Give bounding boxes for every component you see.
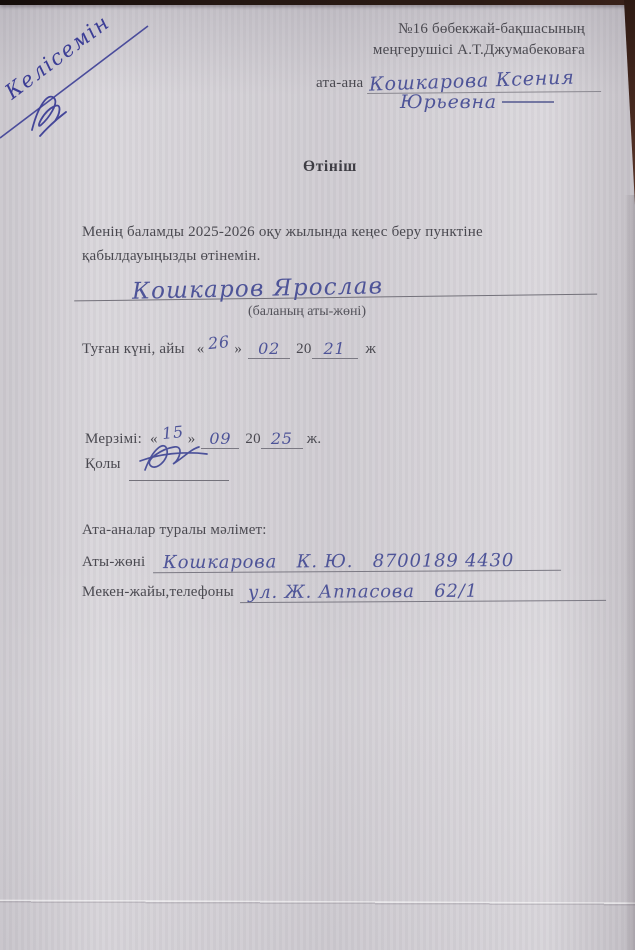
date-month-handwritten: 09 (209, 429, 232, 448)
date-suffix: ж. (306, 431, 322, 447)
applicant-line-2 (400, 91, 554, 113)
birth-year-handwritten: 21 (323, 339, 346, 358)
parent-info-address-handwritten: ул. Ж. Аппасова 62/1 (247, 580, 478, 604)
date-day-handwritten: 15 (160, 421, 185, 444)
addressee-line-1: №16 бөбекжай-бақшасының (398, 21, 585, 37)
parent-info-name-underline (153, 549, 561, 573)
date-year-prefix: 20 (245, 431, 261, 447)
addressee-line-2: меңгерушісі А.Т.Джумабековаға (372, 42, 585, 58)
photo-edge-top (0, 0, 635, 5)
child-name-handwritten: Кошкаров Ярослав (131, 273, 384, 305)
date-label: Мерзімі: (85, 431, 143, 447)
birth-year-underline (312, 338, 358, 359)
parent-info-name-handwritten: Кошкарова К. Ю. 8700189 4430 (163, 550, 515, 574)
handwriting-tail-stroke (502, 101, 554, 103)
signature-label: Қолы (85, 456, 121, 472)
signature-line (85, 456, 229, 481)
approval-text: Келісемін (0, 9, 115, 104)
signature-underline (129, 456, 229, 481)
open-quote: « (196, 341, 205, 357)
request-text-line1: Менің баламды 2025-2026 оқу жылында кеңес беру пунктіне (82, 224, 483, 240)
birth-date-line (82, 331, 377, 359)
birth-month-underline (248, 338, 290, 359)
birth-day-handwritten: 26 (207, 331, 232, 354)
signature-scribble (135, 436, 217, 480)
approval-signature-scribble (32, 97, 66, 136)
parent-name-handwritten: Кошкарова Ксения (369, 66, 576, 96)
child-name-caption: (баланың аты-жөні) (248, 304, 366, 319)
addressee-block (373, 19, 585, 61)
open-quote: « (150, 431, 158, 447)
parent-info-address-label: Мекен-жайы,телефоны (82, 584, 234, 600)
birth-month-handwritten: 02 (258, 339, 281, 358)
fold-crease (0, 900, 635, 907)
birth-date-suffix: ж (365, 341, 377, 357)
child-name-underline (74, 264, 597, 305)
paper-edge-shadow (624, 195, 635, 950)
parent-patronymic-handwritten: Юрьевна (400, 91, 497, 113)
parent-info-name-line (82, 550, 561, 572)
parents-section-heading: Ата-аналар туралы мәлімет: (82, 522, 267, 538)
date-year-underline (261, 428, 303, 449)
date-year-handwritten: 25 (270, 429, 293, 448)
close-quote: » (234, 341, 243, 357)
applicant-line (316, 66, 601, 96)
birth-date-label: Туған күні, айы (82, 341, 185, 357)
approval-note (0, 6, 174, 154)
parent-info-name-label: Аты-жөні (82, 554, 146, 570)
parent-info-address-underline (240, 579, 606, 603)
close-quote: » (187, 431, 196, 447)
application-title: Өтініш (303, 158, 357, 175)
parent-info-address-line (82, 580, 606, 602)
birth-year-prefix: 20 (296, 341, 312, 357)
parent-label: ата-ана (316, 75, 364, 91)
request-text-line2: қабылдауыңызды өтінемін. (82, 248, 261, 264)
